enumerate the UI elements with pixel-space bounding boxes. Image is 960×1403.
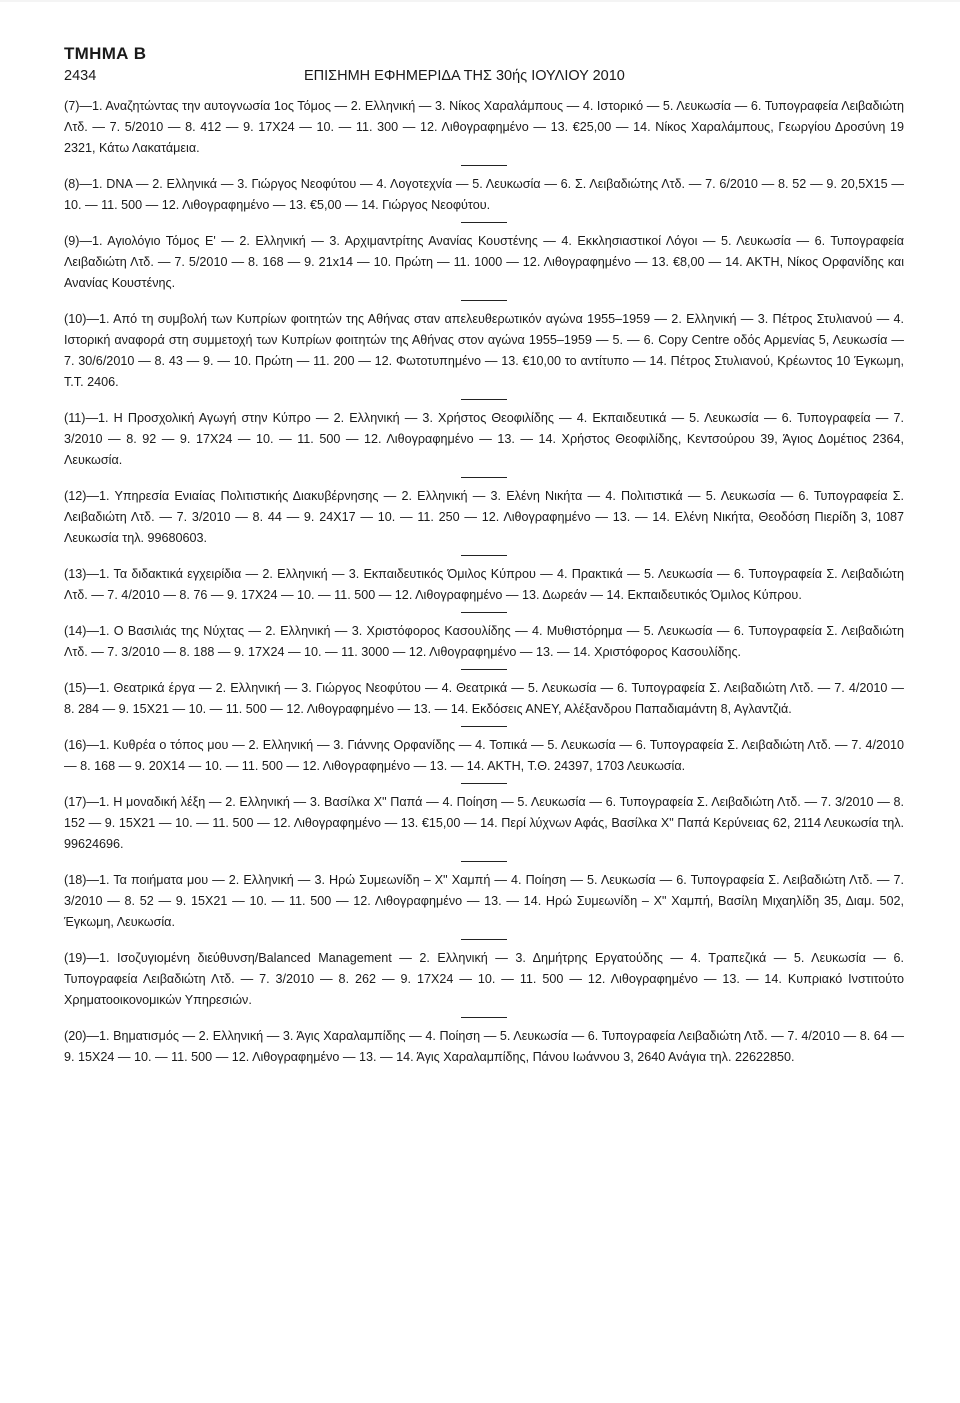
registry-entry-16: (16)—1. Κυθρέα ο τόπος μου — 2. Ελληνική — 3. Γιάννης Ορφανίδης — 4. Τοπικά — 5. Λευκωσία — 6. Τυπογραφεία Σ. Λειβαδιώτη Λτδ. — 7. 4/2010 — 8. 168 — 9. 20Χ14 — 10. — 11. 500 — 12. Λιθογραφημένο — 13. — 14. ΑΚΤΗ, Τ.Θ. 24397, 1703 Λευκωσία. bbox=[64, 738, 904, 773]
registry-entry-8: (8)—1. DNA — 2. Ελληνικά — 3. Γιώργος Νεοφύτου — 4. Λογοτεχνία — 5. Λευκωσία — 6. Σ. Λειβαδιώτης Λτδ. — 7. 6/2010 — 8. 52 — 9. 20,5Χ15 — 10. — 11. 500 — 12. Λιθογραφημένο — 13. €5,00 — 14. Γιώργος Νεοφύτου. bbox=[64, 177, 904, 212]
entry-separator bbox=[461, 477, 507, 478]
registry-entry-10: (10)—1. Από τη συμβολή των Κυπρίων φοιτητών της Αθήνας σταν απελευθερωτικόν αγώνα 1955–1959 — 2. Ελληνική — 3. Πέτρος Στυλιανού — 4. Ιστορική αναφορά στη συμμετοχή των Κυπρίων φοιτητών της Αθήνας στον αγώνα 1955–1959 — 5. — 6. Copy Centre οδός Αρμενίας 5, Λευκωσία — 7. 30/6/2010 — 8. 43 — 9. — 10. Πρώτη — 11. 200 — 12. Φωτοτυπημένο — 13. €10,00 το αντίτυπο — 14. Πέτρος Στυλιανού, Κρέωντος 10 Έγκωμη, Τ.Τ. 2406. bbox=[64, 312, 904, 389]
entry-separator bbox=[461, 399, 507, 400]
registry-entry-17: (17)—1. Η μοναδική λέξη — 2. Ελληνική — 3. Βασίλκα Χ" Παπά — 4. Ποίηση — 5. Λευκωσία — 6. Τυπογραφεία Σ. Λειβαδιώτη Λτδ. — 7. 3/2010 — 8. 152 — 9. 15Χ21 — 10. — 11. 500 — 12. Λιθογραφημένο — 13. €15,00 — 14. Περί λύχνων Αφάς, Βασίλκα Χ" Παπά Κερύνειας 62, 2114 Λευκωσία τηλ. 99624696. bbox=[64, 795, 904, 851]
registry-entry-9: (9)—1. Αγιολόγιο Τόμος Ε' — 2. Ελληνική — 3. Αρχιμαντρίτης Ανανίας Κουστένης — 4. Εκκλησιαστικοί Λόγοι — 5. Λευκωσία — 6. Τυπογραφεία Λειβαδιώτη Λτδ. — 7. 5/2010 — 8. 168 — 9. 21x14 — 10. Πρώτη — 11. 1000 — 12. Λιθογραφημένο — 13. €8,00 — 14. ΑΚΤΗ, Νίκος Ορφανίδης και Ανανίας Κουστένης. bbox=[64, 234, 904, 290]
entry-separator bbox=[461, 1017, 507, 1018]
page-number: 2434 bbox=[64, 68, 97, 84]
entry-separator bbox=[461, 612, 507, 613]
entry-separator bbox=[461, 300, 507, 301]
entry-separator bbox=[461, 861, 507, 862]
running-title: ΕΠΙΣΗΜΗ ΕΦΗΜΕΡΙΔΑ ΤΗΣ 30ής ΙΟΥΛΙΟΥ 2010 bbox=[304, 68, 625, 84]
entry-separator bbox=[461, 165, 507, 166]
entry-separator bbox=[461, 939, 507, 940]
registry-entry-11: (11)—1. Η Προσχολική Αγωγή στην Κύπρο — 2. Ελληνική — 3. Χρήστος Θεοφιλίδης — 4. Εκπαιδευτικά — 5. Λευκωσία — 6. Τυπογραφεία — 7. 3/2010 — 8. 92 — 9. 17Χ24 — 10. — 11. 500 — 12. Λιθογραφημένο — 13. — 14. Χρήστος Θεοφιλίδης, Κεντσούρου 39, Άγιος Δομέτιος 2364, Λευκωσία. bbox=[64, 411, 904, 467]
entry-separator bbox=[461, 783, 507, 784]
entry-separator bbox=[461, 555, 507, 556]
registry-entry-7: (7)—1. Αναζητώντας την αυτογνωσία 1ος Τόμος — 2. Ελληνική — 3. Νίκος Χαραλάμπους — 4. Ιστορικό — 5. Λευκωσία — 6. Τυπογραφεία Λειβαδιώτη Λτδ. — 7. 5/2010 — 8. 412 — 9. 17Χ24 — 10. — 11. 300 — 12. Λιθογραφημένο — 13. €25,00 — 14. Νίκος Χαραλάμπους, Γεωργίου Δροσύνη 19 2321, Κάτω Λακατάμεια. bbox=[64, 99, 904, 155]
registry-entry-14: (14)—1. Ο Βασιλιάς της Νύχτας — 2. Ελληνική — 3. Χριστόφορος Κασουλίδης — 4. Μυθιστόρημα — 5. Λευκωσία — 6. Τυπογραφεία Σ. Λειβαδιώτη Λτδ. — 7. 3/2010 — 8. 188 — 9. 17Χ24 — 10. — 11. 3000 — 12. Λιθογραφημένο — 13. — 14. Χριστόφορος Κασουλίδης. bbox=[64, 624, 904, 659]
registry-entry-12: (12)—1. Υπηρεσία Ενιαίας Πολιτιστικής Διακυβέρνησης — 2. Ελληνική — 3. Ελένη Νικήτα — 4. Πολιτιστικά — 5. Λευκωσία — 6. Τυπογραφεία Σ. Λειβαδιώτη Λτδ. — 7. 3/2010 — 8. 44 — 9. 24Χ17 — 10. — 11. 250 — 12. Λιθογραφημένο — 13. — 14. Ελένη Νικήτα, Θεοδόση Πιερίδη 3, 1087 Λευκωσία τηλ. 99680603. bbox=[64, 489, 904, 545]
section-label: ΤΜΗΜΑ Β bbox=[64, 44, 147, 63]
registry-entry-18: (18)—1. Τα ποιήματα μου — 2. Ελληνική — 3. Ηρώ Συμεωνίδη – Χ" Χαμπή — 4. Ποίηση — 5. Λευκωσία — 6. Τυπογραφεία Σ. Λειβαδιώτη Λτδ. — 7. 3/2010 — 8. 52 — 9. 15Χ21 — 10. — 11. 500 — 12. Λιθογραφημένο — 13. — 14. Ηρώ Συμεωνίδη – Χ" Χαμπή, Βασίλη Μιχαηλίδη 35, Διαμ. 502, Έγκωμη, Λευκωσία. bbox=[64, 873, 904, 929]
entry-separator bbox=[461, 726, 507, 727]
entry-separator bbox=[461, 222, 507, 223]
registry-entry-15: (15)—1. Θεατρικά έργα — 2. Ελληνική — 3. Γιώργος Νεοφύτου — 4. Θεατρικά — 5. Λευκωσία — 6. Τυπογραφεία Σ. Λειβαδιώτη Λτδ. — 7. 4/2010 — 8. 284 — 9. 15Χ21 — 10. — 11. 500 — 12. Λιθογραφημένο — 13. — 14. Εκδόσεις ΑΝΕΥ, Αλέξανδρου Παπαδιαμάντη 8, Αγλαντζιά. bbox=[64, 681, 904, 716]
registry-entry-13: (13)—1. Τα διδακτικά εγχειρίδια — 2. Ελληνική — 3. Εκπαιδευτικός Όμιλος Κύπρου — 4. Πρακτικά — 5. Λευκωσία — 6. Τυπογραφεία Σ. Λειβαδιώτη Λτδ. — 7. 4/2010 — 8. 76 — 9. 17Χ24 — 10. — 11. 500 — 12. Λιθογραφημένο — 13. Δωρεάν — 14. Εκπαιδευτικός Όμιλος Κύπρου. bbox=[64, 567, 904, 602]
registry-entries bbox=[64, 96, 904, 1068]
registry-entry-20: (20)—1. Βηματισμός — 2. Ελληνική — 3. Άγις Χαραλαμπίδης — 4. Ποίηση — 5. Λευκωσία — 6. Τυπογραφεία Λειβαδιώτη Λτδ. — 7. 4/2010 — 8. 64 — 9. 15Χ24 — 10. — 11. 500 — 12. Λιθογραφημένο — 13. — 14. Άγις Χαραλαμπίδης, Πάνου Ιωάννου 3, 2640 Ανάγια τηλ. 22622850. bbox=[64, 1029, 904, 1064]
registry-entry-19: (19)—1. Ισοζυγιομένη διεύθυνση/Balanced Management — 2. Ελληνική — 3. Δημήτρης Εργατούδης — 4. Τραπεζικά — 5. Λευκωσία — 6. Τυπογραφεία Λειβαδιώτη Λτδ. — 7. 3/2010 — 8. 262 — 9. 17Χ24 — 10. — 11. 500 — 12. Λιθογραφημένο — 13. — 14. Κυπριακό Ινστιτούτο Χρηματοοικονομικών Υπηρεσιών. bbox=[64, 951, 904, 1007]
entry-separator bbox=[461, 669, 507, 670]
scan-edge bbox=[0, 0, 960, 2]
